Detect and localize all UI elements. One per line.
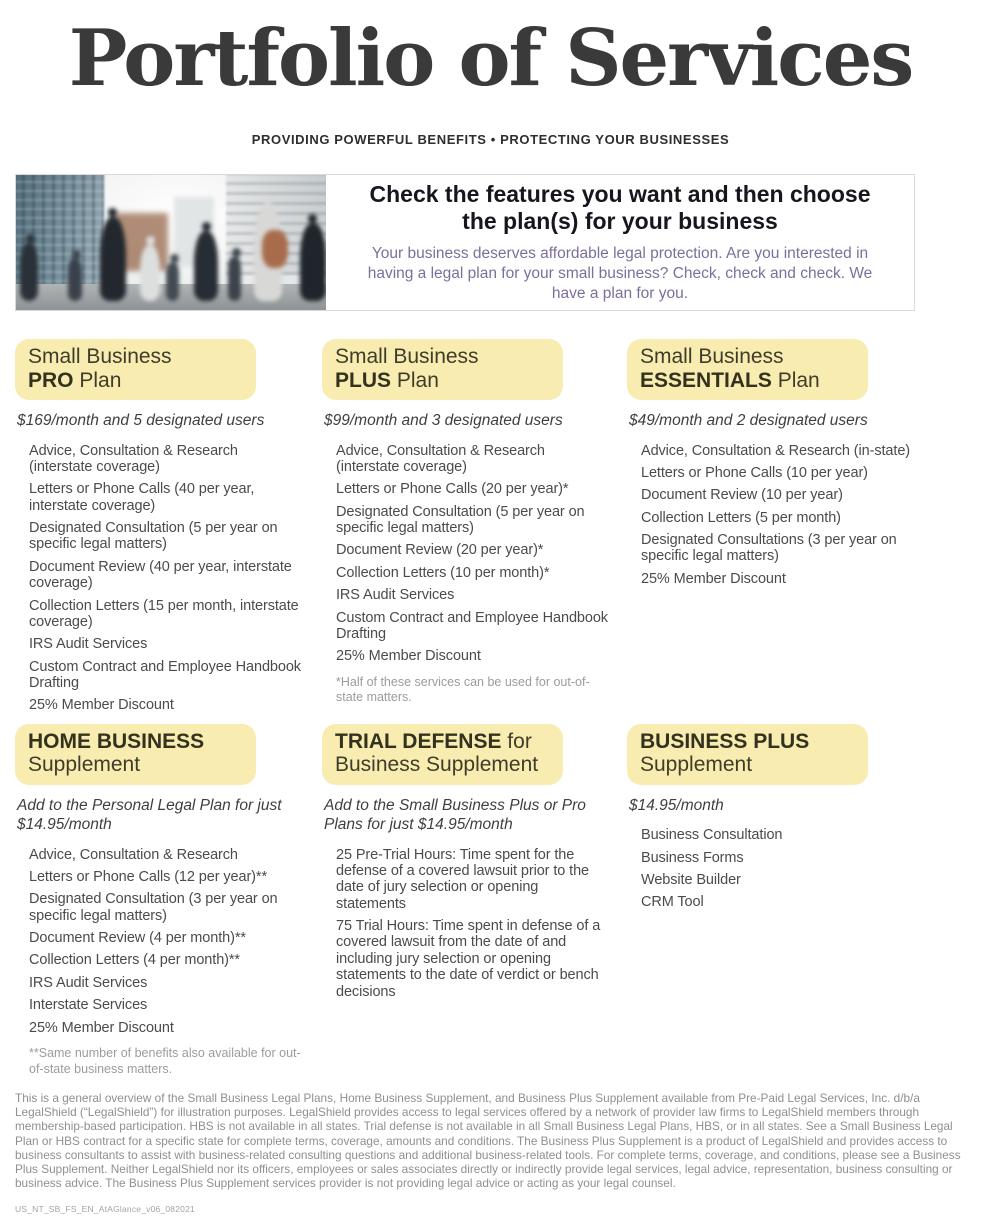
feature-item: Document Review (40 per year, interstate coverage)	[29, 558, 292, 592]
feature-item: Collection Letters (4 per month)**	[29, 952, 240, 969]
feature-item: Collection Letters (5 per month)	[641, 509, 841, 526]
plan-price: Add to the Small Business Plus or Pro Plans for just $14.95/month	[324, 796, 586, 834]
banner-text	[326, 175, 914, 310]
feature-item: Website Builder	[641, 871, 741, 888]
feature-item: Collection Letters (10 per month)*	[336, 564, 550, 581]
feature-item: Business Forms	[641, 849, 744, 866]
banner-subtext: Your business deserves affordable legal protection. Are you interested in having a legal plan for your small business? Check, check and check. We have a plan for you.	[367, 245, 873, 303]
feature-item: Designated Consultation (5 per year on specific legal matters)	[29, 520, 278, 553]
plan-title-text: Small Business	[335, 345, 479, 369]
plan-title-text: for	[501, 729, 532, 753]
legal-disclaimer: This is a general overview of the Small Business Legal Plans, Home Business Supplement, and Business Plus Supplement available from Pre-Paid Legal Services, Inc. d/b/a LegalShield (“LegalShield”) for illustration purposes. LegalShield provides access to legal services offered by a network of provider law firms to LegalShield members through membership-based participation. HBS is not available in all states. Trial defense is not available in all Small Business Legal Plans, HBS, or in all states. See a Small Business Legal Plan or HBS contract for a specific state for complete terms, coverage, amounts and conditions. The Business Plus Supplement is a product of LegalShield and provides access to business consultants to assist with business-related consulting questions and additional business-related tools. For complete terms, coverage, and conditions, please see a Business Plus Supplement. Neither LegalShield nor its officers, employees or sales associates directly or indirectly provide legal services, legal advice, representation, business consulting or business advice. The Business Plus Supplement services provider is not providing legal advice or acting as your legal counsel.	[15, 1091, 961, 1191]
feature-item: Advice, Consultation & Research (interstate coverage)	[336, 442, 545, 475]
feature-item: Designated Consultation (5 per year on specific legal matters)	[336, 503, 585, 536]
plan-title-bold: TRIAL DEFENSE	[335, 729, 502, 753]
supplement-card-trial-defense	[322, 724, 627, 1010]
feature-item: 25% Member Discount	[336, 648, 481, 665]
plan-title-highlight	[15, 339, 256, 400]
plan-features	[641, 827, 913, 911]
backpack-shape	[262, 230, 288, 268]
plan-title-bold: PLUS	[335, 368, 392, 392]
plan-title-highlight	[322, 339, 563, 400]
plan-title-text: Small Business	[28, 345, 172, 369]
feature-item: Letters or Phone Calls (20 per year)*	[336, 481, 569, 498]
document-code: US_NT_SB_FS_EN_AtAGlance_v06_082021	[15, 1204, 195, 1215]
feature-item: Business Consultation	[641, 827, 783, 844]
pedestrian-silhouette	[100, 217, 126, 301]
feature-item: Document Review (10 per year)	[641, 487, 843, 504]
feature-item: Custom Contract and Employee Handbook Drafting	[336, 609, 608, 642]
feature-item: Designated Consultations (3 per year on specific legal matters)	[641, 532, 897, 565]
plan-features	[641, 443, 913, 588]
page-subtitle: PROVIDING POWERFUL BENEFITS • PROTECTING YOUR BUSINESSES	[251, 132, 730, 148]
plan-features	[29, 847, 301, 1036]
plan-title-text: Supplement	[640, 753, 753, 777]
plan-title-text: Plan	[73, 368, 122, 392]
plan-price: $14.95/month	[629, 796, 724, 814]
pedestrian-silhouette	[140, 245, 160, 301]
plan-title-bold: BUSINESS PLUS	[640, 729, 810, 753]
feature-item: Advice, Consultation & Research (interstate coverage)	[29, 442, 238, 475]
feature-item: 25% Member Discount	[29, 697, 174, 714]
feature-item: Advice, Consultation & Research (in-state)	[641, 442, 911, 459]
plan-footnote: **Same number of benefits also available for out-of-state business matters.	[29, 1045, 301, 1076]
feature-item: Document Review (20 per year)*	[336, 542, 544, 559]
pedestrian-silhouette	[20, 243, 38, 301]
plan-features	[29, 443, 301, 714]
plan-price: $49/month and 2 designated users	[629, 412, 868, 430]
supplement-card-business-plus	[627, 724, 966, 921]
feature-item: Letters or Phone Calls (10 per year)	[641, 464, 868, 481]
plan-title-text: Small Business	[640, 345, 784, 369]
plan-features	[336, 443, 608, 665]
plan-footnote: *Half of these services can be used for out-of-state matters.	[336, 674, 590, 705]
pedestrian-silhouette	[228, 257, 241, 301]
plan-card-pro	[15, 339, 322, 724]
plan-price: $99/month and 3 designated users	[324, 412, 563, 430]
plan-title-bold: PRO	[28, 368, 74, 392]
pedestrian-silhouette	[166, 263, 179, 301]
pedestrian-silhouette	[300, 223, 326, 301]
plan-title-highlight	[15, 724, 256, 785]
plan-title-bold: HOME BUSINESS	[28, 729, 205, 753]
feature-item: Document Review (4 per month)**	[29, 930, 246, 947]
feature-item: Custom Contract and Employee Handbook Drafting	[29, 658, 301, 691]
feature-item: IRS Audit Services	[29, 636, 148, 653]
feature-item: Designated Consultation (3 per year on specific legal matters)	[29, 891, 278, 924]
feature-item: Advice, Consultation & Research	[29, 846, 238, 863]
supplement-card-home-business	[15, 724, 322, 1077]
plan-price: $169/month and 5 designated users	[17, 412, 265, 430]
plan-title-bold: ESSENTIALS	[640, 368, 772, 392]
banner-heading: Check the features you want and then choose the plan(s) for your business	[369, 180, 871, 234]
page-title: Portfolio of Services	[68, 13, 913, 104]
feature-item: IRS Audit Services	[336, 587, 455, 604]
plan-title-text: Plan	[391, 368, 439, 392]
plan-title-text: Supplement	[28, 753, 141, 777]
feature-item: CRM Tool	[641, 894, 704, 911]
plan-features	[336, 847, 608, 1000]
plan-price: Add to the Personal Legal Plan for just $14.95/month	[17, 796, 282, 834]
feature-item: Letters or Phone Calls (40 per year, interstate coverage)	[29, 481, 255, 514]
intro-banner	[15, 174, 915, 311]
feature-item: Interstate Services	[29, 997, 148, 1014]
plan-card-plus	[322, 339, 627, 706]
plan-card-essentials	[627, 339, 966, 597]
pedestrian-silhouette	[68, 259, 82, 301]
plan-title-highlight	[322, 724, 563, 785]
feature-item: 25 Pre-Trial Hours: Time spent for the defense of a covered lawsuit prior to the date of jury selection or opening statements	[336, 846, 590, 912]
city-crosswalk-photo	[16, 175, 326, 310]
supplements-row	[0, 724, 981, 1077]
plan-title-text: Plan	[771, 368, 820, 392]
feature-item: 25% Member Discount	[641, 570, 786, 587]
feature-item: 75 Trial Hours: Time spent in defense of a covered lawsuit from the date of and including jury selection or opening statements to the date of verdict or bench decisions	[336, 918, 601, 1000]
plan-title-highlight	[627, 724, 868, 785]
plan-title-highlight	[627, 339, 868, 400]
feature-item: Collection Letters (15 per month, interstate coverage)	[29, 597, 299, 630]
plan-title-text: Business Supplement	[335, 753, 539, 777]
pedestrian-silhouette	[194, 231, 218, 301]
feature-item: 25% Member Discount	[29, 1019, 174, 1036]
feature-item: IRS Audit Services	[29, 974, 148, 991]
plans-row	[0, 339, 981, 724]
feature-item: Letters or Phone Calls (12 per year)**	[29, 868, 267, 885]
